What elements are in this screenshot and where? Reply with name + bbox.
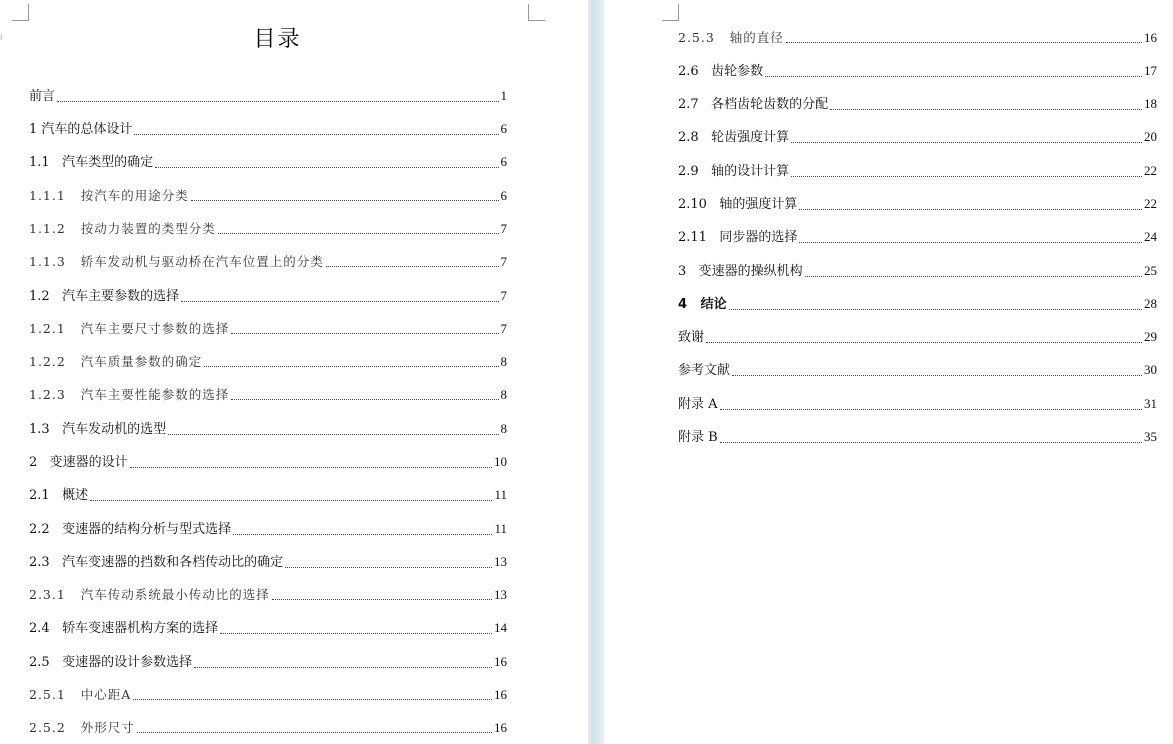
toc-entry-page: 14 [494, 620, 507, 635]
toc-entry-page: 11 [494, 521, 507, 536]
dot-leader [805, 275, 1142, 277]
toc-entry[interactable] [678, 29, 1157, 47]
dot-leader [326, 265, 499, 267]
toc-title: 目录 [253, 27, 302, 52]
toc-entry[interactable] [29, 553, 507, 572]
toc-entry[interactable] [678, 428, 1157, 447]
toc-entry-label: 4 结论 [678, 297, 727, 312]
toc-entry[interactable] [29, 586, 507, 604]
toc-entry-label: 2.9 轴的设计计算 [678, 164, 790, 179]
toc-entry[interactable] [678, 262, 1157, 281]
toc-entry-page: 6 [500, 121, 507, 136]
toc-entry-label: 1.1 汽车类型的确定 [29, 155, 154, 170]
toc-entry[interactable] [29, 619, 507, 638]
toc-entry[interactable] [29, 420, 507, 439]
toc-entry[interactable] [29, 153, 507, 172]
dot-leader [720, 408, 1142, 410]
toc-entry-page: 17 [1144, 63, 1157, 78]
toc-entry[interactable] [29, 486, 507, 505]
crop-mark-top-left [662, 4, 679, 21]
dot-leader [706, 341, 1142, 343]
toc-entry-label: 1.1.2 按动力装置的类型分类 [29, 221, 216, 236]
toc-entry-label: 2.11 同步器的选择 [678, 230, 798, 245]
dot-leader [134, 133, 498, 135]
dot-leader [732, 374, 1142, 376]
dot-leader [765, 75, 1142, 77]
toc-entry[interactable] [29, 453, 507, 472]
crop-mark-top-left [12, 4, 29, 21]
document-page-right [604, 0, 1173, 744]
toc-entry-page: 7 [500, 254, 507, 269]
dot-leader [791, 141, 1142, 143]
toc-entry-label: 1.2.1 汽车主要尺寸参数的选择 [29, 321, 230, 336]
toc-entry[interactable] [29, 386, 507, 404]
dot-leader [786, 41, 1142, 43]
dot-leader [90, 499, 492, 501]
toc-entry-page: 18 [1144, 96, 1157, 111]
toc-entry-page: 31 [1144, 396, 1157, 411]
toc-entry-page: 16 [494, 687, 507, 702]
dot-leader [194, 666, 492, 668]
dot-leader [272, 598, 492, 600]
dot-leader [285, 566, 492, 568]
toc-entry-page: 8 [500, 354, 507, 369]
toc-entry[interactable] [678, 95, 1157, 114]
toc-entry-label: 参考文献 [678, 363, 731, 378]
dot-leader [799, 241, 1142, 243]
toc-entry-page: 24 [1144, 229, 1157, 244]
toc-entry-label: 2.8 轮齿强度计算 [678, 130, 790, 145]
toc-entry-label: 1.1.1 按汽车的用途分类 [29, 188, 189, 203]
toc-entry[interactable] [29, 320, 507, 338]
toc-entry-page: 35 [1144, 429, 1157, 444]
toc-entry[interactable] [29, 353, 507, 371]
toc-entry-label: 1.1.3 轿车发动机与驱动桥在汽车位置上的分类 [29, 254, 324, 269]
toc-entry-page: 6 [500, 154, 507, 169]
dot-leader [191, 199, 499, 201]
toc-entry-page: 7 [500, 288, 507, 303]
dot-leader [220, 632, 492, 634]
dot-leader [799, 208, 1142, 210]
toc-entry[interactable] [678, 128, 1157, 147]
toc-entry-page: 13 [494, 587, 507, 602]
toc-entry[interactable] [678, 361, 1157, 380]
toc-entry[interactable] [29, 653, 507, 672]
dot-leader [137, 731, 492, 733]
dot-leader [729, 308, 1142, 310]
toc-entry[interactable] [29, 253, 507, 271]
toc-entry[interactable] [678, 62, 1157, 81]
toc-entry-label: 2.4 轿车变速器机构方案的选择 [29, 621, 219, 636]
toc-entry-page: 22 [1144, 196, 1157, 211]
toc-entry-page: 8 [500, 387, 507, 402]
toc-entry-page: 7 [500, 321, 507, 336]
dot-leader [130, 466, 492, 468]
toc-entry-label: 2.5.2 外形尺寸 [29, 720, 135, 735]
toc-entry-label: 1.2.3 汽车主要性能参数的选择 [29, 387, 230, 402]
toc-entry-label: 附录 A [678, 397, 718, 412]
toc-entry-page: 1 [500, 88, 507, 103]
toc-entry[interactable] [29, 287, 507, 306]
toc-entry[interactable] [29, 520, 507, 539]
margin-marker: ⁝ [0, 33, 3, 42]
dot-leader [231, 332, 498, 334]
toc-entry[interactable] [678, 195, 1157, 214]
toc-entry-label: 1.3 汽车发动机的选型 [29, 422, 167, 437]
toc-entry-label: 2.6 齿轮参数 [678, 64, 764, 79]
toc-entry[interactable] [29, 87, 507, 106]
toc-entry[interactable] [678, 162, 1157, 181]
dot-leader [133, 698, 492, 700]
toc-entry-label: 附录 B [678, 430, 718, 445]
dot-leader [218, 232, 499, 234]
crop-mark-top-right [528, 4, 545, 21]
toc-entry[interactable] [678, 328, 1157, 347]
toc-entry[interactable] [678, 228, 1157, 247]
toc-entry[interactable] [678, 395, 1157, 414]
dot-leader [168, 433, 498, 435]
toc-entry-label: 2.1 概述 [29, 488, 89, 503]
dot-leader [720, 441, 1142, 443]
toc-entry[interactable] [29, 187, 507, 205]
toc-entry-page: 22 [1144, 163, 1157, 178]
toc-entry-page: 20 [1144, 129, 1157, 144]
toc-entry-page: 7 [500, 221, 507, 236]
dot-leader [791, 175, 1142, 177]
page-gutter [588, 0, 604, 744]
dot-leader [231, 398, 498, 400]
toc-entry[interactable] [29, 120, 507, 139]
toc-entry-label: 2 变速器的设计 [29, 455, 128, 470]
dot-leader [181, 300, 498, 302]
toc-entry[interactable] [29, 719, 507, 737]
toc-entry-page: 16 [1144, 30, 1157, 45]
toc-entry[interactable] [29, 686, 507, 704]
toc-entry-page: 28 [1144, 296, 1157, 311]
toc-entry-label: 2.7 各档齿轮齿数的分配 [678, 97, 829, 112]
toc-entry-page: 6 [500, 188, 507, 203]
toc-entry[interactable] [29, 220, 507, 238]
toc-entry-label: 2.2 变速器的结构分析与型式选择 [29, 522, 232, 537]
dot-leader [57, 100, 498, 102]
toc-entry-label: 致谢 [678, 330, 705, 345]
toc-entry-page: 10 [494, 454, 507, 469]
dot-leader [233, 533, 492, 535]
toc-entry-page: 30 [1144, 362, 1157, 377]
toc-entry-label: 前言 [29, 89, 56, 104]
toc-entry-label: 2.3 汽车变速器的挡数和各档传动比的确定 [29, 555, 284, 570]
toc-entry-page: 11 [494, 487, 507, 502]
dot-leader [204, 365, 498, 367]
toc-entry-page: 13 [494, 554, 507, 569]
toc-entry-page: 25 [1144, 263, 1157, 278]
dot-leader [155, 166, 498, 168]
toc-entry[interactable] [678, 295, 1157, 314]
toc-entry-label: 2.5.1 中心距A [29, 687, 132, 702]
toc-entry-label: 1.2 汽车主要参数的选择 [29, 289, 180, 304]
dot-leader [830, 108, 1142, 110]
toc-entry-label: 2.5 变速器的设计参数选择 [29, 655, 193, 670]
toc-entry-label: 2.10 轴的强度计算 [678, 197, 798, 212]
toc-entry-label: 2.5.3 轴的直径 [678, 30, 784, 45]
toc-entry-page: 29 [1144, 329, 1157, 344]
toc-entry-label: 2.3.1 汽车传动系统最小传动比的选择 [29, 587, 270, 602]
toc-entry-label: 1.2.2 汽车质量参数的确定 [29, 354, 203, 369]
toc-entry-page: 16 [494, 720, 507, 735]
toc-entry-page: 8 [500, 421, 507, 436]
toc-entry-page: 16 [494, 654, 507, 669]
toc-entry-label: 3 变速器的操纵机构 [678, 264, 803, 279]
toc-entry-label: 1 汽车的总体设计 [29, 122, 133, 137]
